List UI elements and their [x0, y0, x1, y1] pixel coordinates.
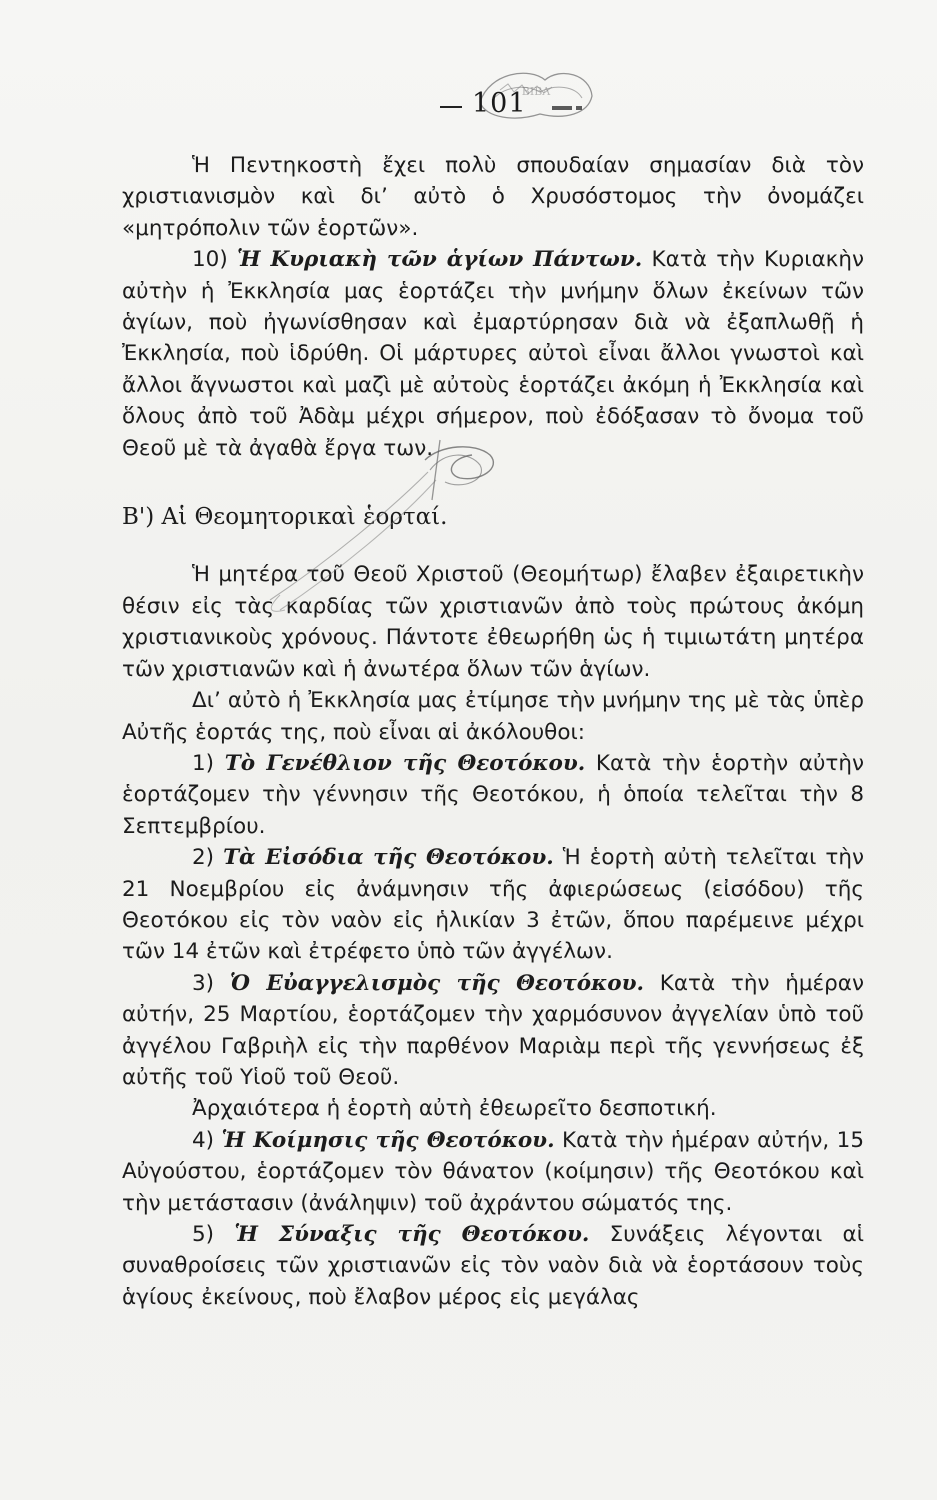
- item-number: 5): [192, 1222, 215, 1247]
- feast-item-3: [122, 968, 864, 1094]
- stamp-text: ΒΙΒΛ: [521, 85, 551, 98]
- feast-item-2: [122, 842, 864, 968]
- item-number: 3): [192, 970, 215, 996]
- item-title: Τὰ Εἰσόδια τῆς Θεοτόκου.: [223, 845, 554, 871]
- item-text: Κατὰ τὴν ἡμέραν αὐτήν, 25 Μαρτίου, ἑορτάζομεν τὴν χαρμόσυνον ἀγγελίαν ὑπὸ τοῦ ἀγγέλου Γαβριὴλ εἰς τὴν παρθένον Μαριὰμ περὶ τῆς γεννήσεως ἐξ αὐτῆς τοῦ Υἱοῦ τοῦ Θεοῦ.: [122, 970, 864, 1090]
- feast-item-4: [122, 1125, 864, 1219]
- page-number: 101: [472, 88, 527, 119]
- paragraph-feasts-intro: Δι’ αὐτὸ ἡ Ἐκκλησία μας ἐτίμησε τὴν μνήμην της μὲ τὰς ὑπὲρ Αὐτῆς ἑορτάς της, ποὺ εἶναι αἱ ἀκόλουθοι:: [122, 688, 864, 745]
- header-dash: [440, 106, 462, 108]
- item-text: Ἡ ἑορτὴ αὐτὴ τελεῖται τὴν 21 Νοεμβρίου εἰς ἀνάμνησιν τῆς ἀφιερώσεως (εἰσόδου) τῆς Θεοτόκου εἰς τὸν ναὸν εἰς ἡλικίαν 3 ἐτῶν, ὅπου παρέμεινε μέχρι τῶν 14 ἐτῶν καὶ ἐτρέφετο ὑπὸ τῶν ἀγγέλων.: [122, 845, 864, 965]
- item-text: Συνάξεις λέγονται αἱ συναθροίσεις τῶν χριστιανῶν εἰς τὸν ναὸν διὰ νὰ ἑορτάσουν τοὺς ἁγίους ἐκείνους, ποὺ ἔλαβον μέρος εἰς μεγάλας: [122, 1222, 864, 1310]
- item-title: Τὸ Γενέθλιον τῆς Θεοτόκου.: [224, 750, 586, 776]
- item-title: Ἡ Κυριακὴ τῶν ἁγίων Πάντων.: [237, 247, 643, 273]
- paragraph-theotokos-intro: Ἡ μητέρα τοῦ Θεοῦ Χριστοῦ (Θεομήτωρ) ἔλαβεν ἐξαιρετικὴν θέσιν εἰς τὰς καρδίας τῶν χριστιανῶν ἀπὸ τοὺς πρώτους ἀκόμη χριστιανικοὺς χρόνους. Πάντοτε ἐθεωρήθη ὡς ἡ τιμιωτάτη μητέρα τῶν χριστιανῶν καὶ ἡ ἀνωτέρα ὅλων τῶν ἁγίων.: [122, 562, 864, 682]
- feast-item-5: [122, 1219, 864, 1313]
- page-header: [0, 85, 937, 128]
- item-text: Κατὰ τὴν ἑορτὴν αὐτὴν ἑορτάζομεν τὴν γέννησιν τῆς Θεοτόκου, ἡ ὁποία τελεῖται τὴν 8 Σεπτεμβρίου.: [122, 750, 864, 839]
- paragraph-all-saints: [122, 244, 864, 464]
- item-text: Κατὰ τὴν ἡμέραν αὐτήν, 15 Αὐγούστου, ἑορτάζομεν τὸν θάνατον (κοίμησιν) τῆς Θεοτόκου καὶ τὴν μετάστασιν (ἀνάληψιν) τοῦ ἀχράντου σώματός της.: [122, 1127, 864, 1216]
- page-body: [122, 150, 864, 1313]
- paragraph-pentecost: Ἡ Πεντηκοστὴ ἔχει πολὺ σπουδαίαν σημασίαν διὰ τὸν χριστιανισμὸν καὶ δι’ αὐτὸ ὁ Χρυσόστομος τὴν ὀνομάζει «μητρόπολιν τῶν ἑορτῶν».: [122, 153, 864, 241]
- item-number: 1): [192, 750, 215, 776]
- section-heading: Β') Αἱ Θεομητορικαὶ ἑορταί.: [122, 504, 448, 531]
- item-number: 4): [192, 1127, 215, 1153]
- item-title: Ἡ Σύναξις τῆς Θεοτόκου.: [234, 1222, 590, 1247]
- feast-item-3-note: Ἀρχαιότερα ἡ ἑορτὴ αὐτὴ ἐθεωρεῖτο δεσποτική.: [192, 1096, 717, 1122]
- item-title: Ἡ Κοίμησις τῆς Θεοτόκου.: [221, 1127, 555, 1153]
- item-number: 10): [192, 247, 228, 273]
- item-number: 2): [192, 845, 215, 871]
- item-text: Κατὰ τὴν Κυριακὴν αὐτὴν ἡ Ἐκκλησία μας ἑορτάζει τὴν μνήμην ὅλων ἐκείνων τῶν ἁγίων, ποὺ ἠγωνίσθησαν καὶ ἐμαρτύρησαν διὰ νὰ ἐξαπλωθῇ ἡ Ἐκκλησία, ποὺ ἱδρύθη. Οἱ μάρτυρες αὐτοὶ εἶναι ἄλλοι γνωστοὶ καὶ ἄλλοι ἄγνωστοι καὶ μαζὶ μὲ αὐτοὺς ἑορτάζει ἀκόμη ἡ Ἐκκλησία καὶ ὅλους ἀπὸ τοῦ Ἀδὰμ μέχρι σήμερον, ποὺ ἐδόξασαν τὸ ὄνομα τοῦ Θεοῦ μὲ τὰ ἀγαθὰ ἔργα των.: [122, 247, 864, 461]
- item-title: Ὁ Εὐαγγελισμὸς τῆς Θεοτόκου.: [229, 970, 644, 996]
- feast-item-1: [122, 748, 864, 842]
